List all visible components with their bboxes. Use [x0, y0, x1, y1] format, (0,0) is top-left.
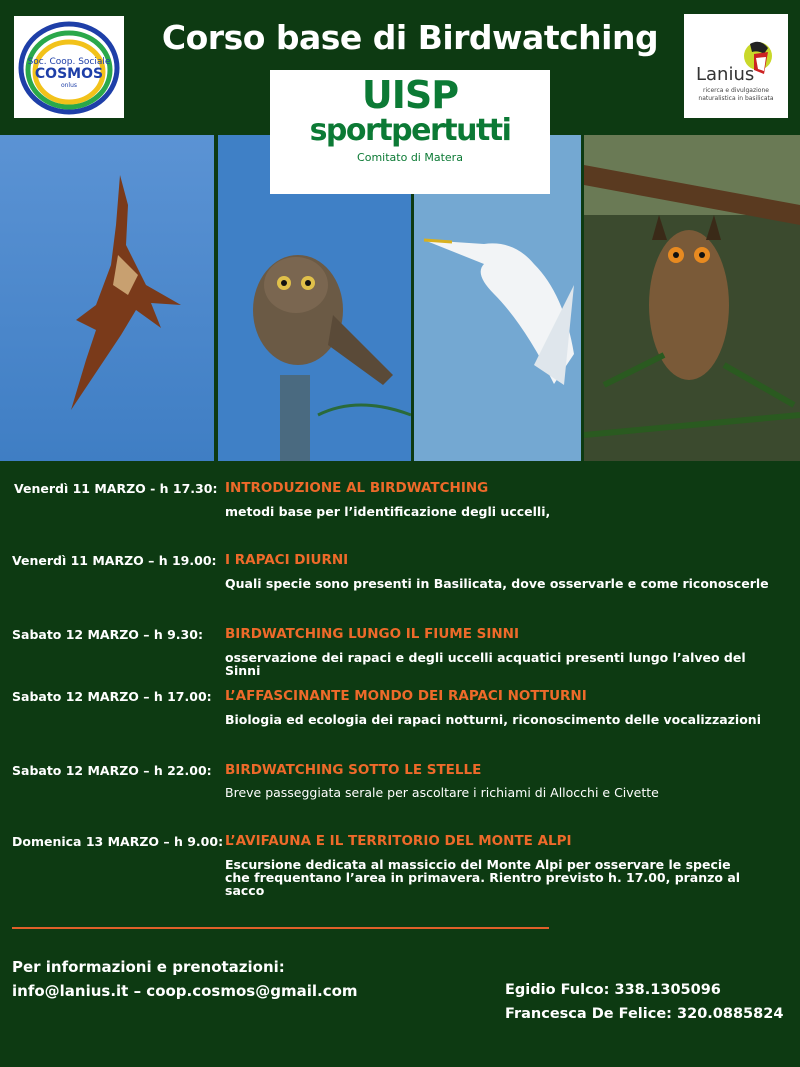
event-title: L’AFFASCINANTE MONDO DEI RAPACI NOTTURNI	[225, 688, 587, 704]
cosmos-line2: COSMOS	[34, 66, 104, 82]
cosmos-line3: onlus	[60, 82, 78, 89]
page-title: Corso base di Birdwatching	[161, 18, 659, 57]
event-description: Escursione dedicata al massiccio del Monte Alpi per osservare le specie che frequentano l’area in primavera. Rientro previsto h. 17.00, pranzo al sacco	[225, 857, 741, 898]
lanius-logo	[684, 14, 788, 118]
info-heading: Per informazioni e prenotazioni:	[12, 958, 285, 976]
cosmos-line1: Soc. Coop. Sociale	[27, 57, 111, 67]
event-date: Venerdì 11 MARZO - h 17.30:	[14, 481, 218, 496]
event-date: Domenica 13 MARZO – h 9.00:	[12, 834, 224, 849]
uisp-sub-text: sportpertutti	[309, 113, 511, 148]
lanius-tagline1: ricerca e divulgazione	[703, 87, 769, 94]
event-title: BIRDWATCHING SOTTO LE STELLE	[225, 762, 482, 778]
event-description: metodi base per l’identificazione degli uccelli,	[225, 504, 551, 519]
long-eared-owl-photo	[584, 135, 800, 461]
info-emails: info@lanius.it – coop.cosmos@gmail.com	[12, 982, 358, 1000]
uisp-committee-text: Comitato di Matera	[357, 151, 463, 164]
event-description: Quali specie sono presenti in Basilicata, dove osservarle e come riconoscerle	[225, 576, 769, 591]
event-date: Sabato 12 MARZO – h 9.30:	[12, 627, 203, 642]
contact-francesca: Francesca De Felice: 320.0885824	[505, 1006, 784, 1022]
cosmos-logo	[14, 16, 124, 118]
event-date: Sabato 12 MARZO – h 22.00:	[12, 763, 212, 778]
event-title: BIRDWATCHING LUNGO IL FIUME SINNI	[225, 626, 520, 642]
red-kite-photo	[0, 135, 214, 461]
event-title: I RAPACI DIURNI	[225, 552, 349, 568]
divider-line	[12, 927, 549, 929]
event-description: Biologia ed ecologia dei rapaci notturni, riconoscimento delle vocalizzazioni	[225, 712, 761, 727]
uisp-main-text: UISP	[361, 73, 459, 117]
event-date: Venerdì 11 MARZO – h 19.00:	[12, 553, 217, 568]
event-description: osservazione dei rapaci e degli uccelli acquatici presenti lungo l’alveo del Sinni	[225, 650, 746, 678]
event-title: INTRODUZIONE AL BIRDWATCHING	[225, 480, 489, 496]
uisp-logo	[270, 70, 550, 194]
contact-egidio: Egidio Fulco: 338.1305096	[505, 982, 721, 998]
event-description: Breve passeggiata serale per ascoltare i richiami di Allocchi e Civette	[225, 785, 659, 800]
lanius-tagline2: naturalistica in basilicata	[698, 95, 774, 102]
event-title: L’AVIFAUNA E IL TERRITORIO DEL MONTE ALPI	[225, 833, 572, 849]
lanius-name: Lanius	[696, 64, 755, 85]
event-date: Sabato 12 MARZO – h 17.00:	[12, 689, 212, 704]
